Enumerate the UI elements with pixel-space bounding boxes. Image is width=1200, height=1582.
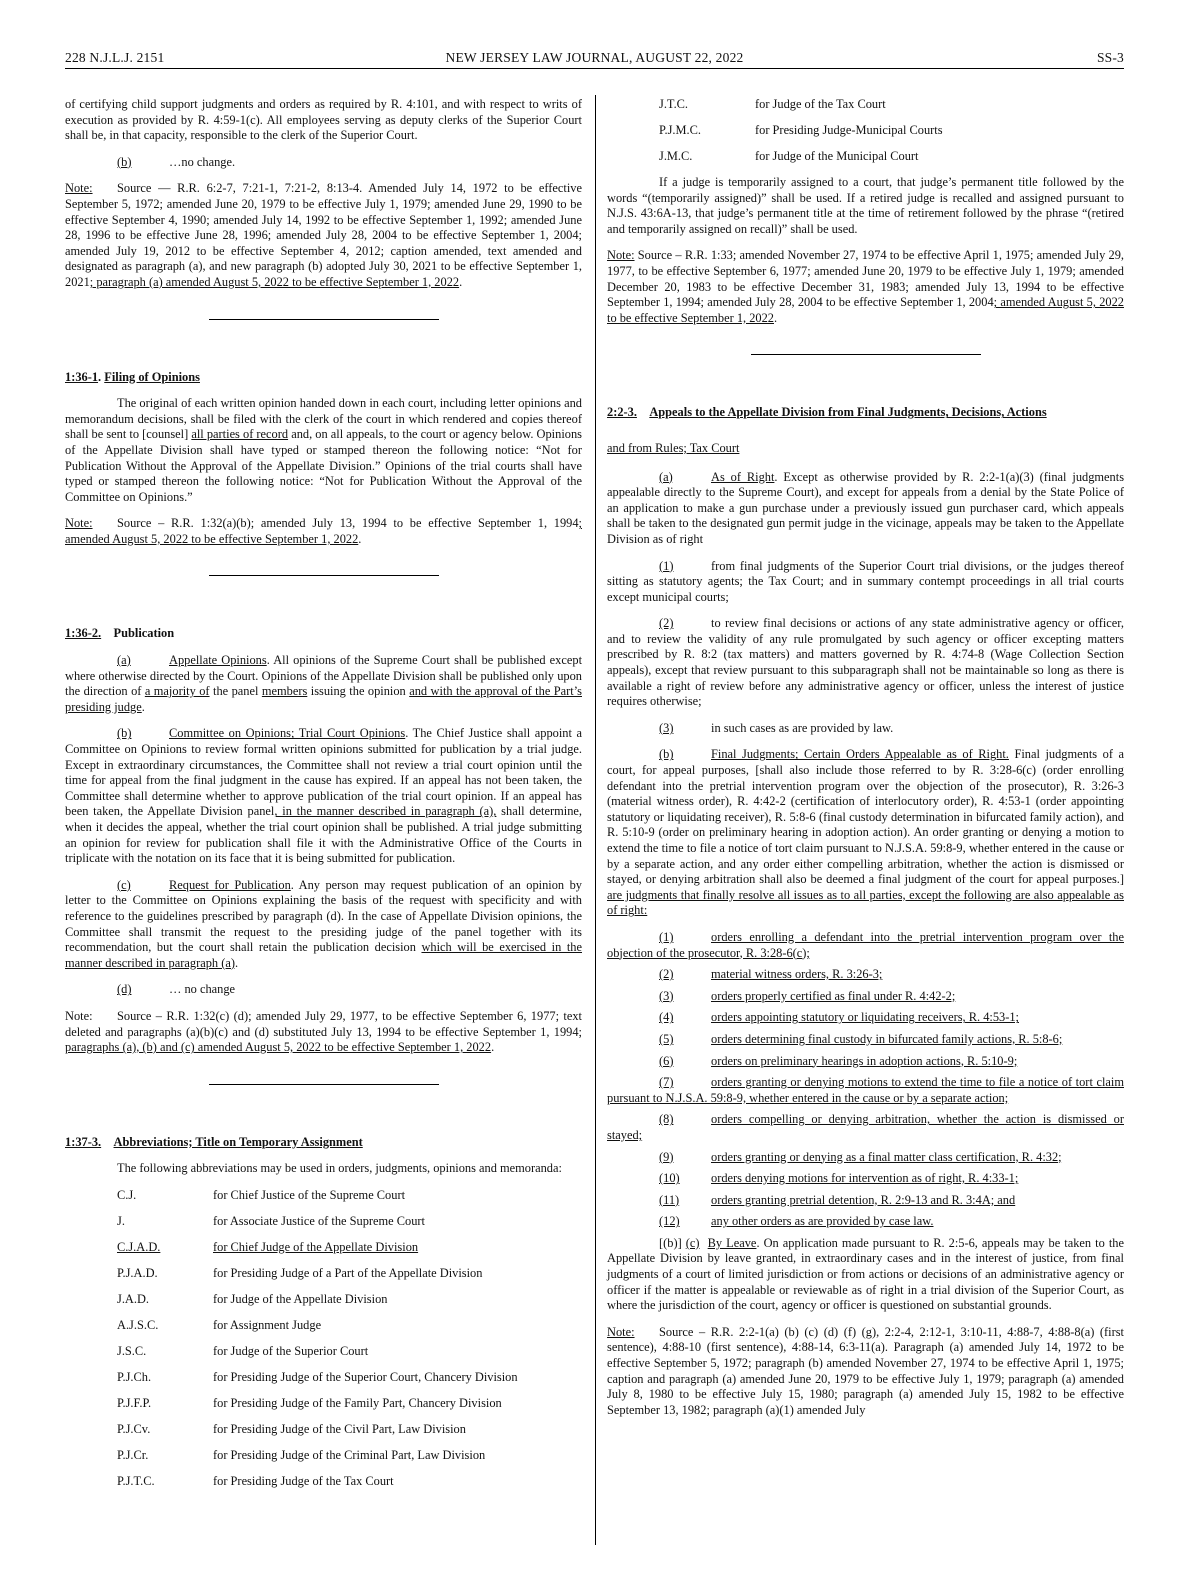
section-heading-2-2-3: 2:2-3. Appeals to the Appellate Division from Final Judgments, Decisions, Actions bbox=[607, 405, 1047, 420]
paragraph-c-by-leave: [(b)] (c) By Leave. On application made pursuant to R. 2:5-6, appeals may be taken to the Appellate Division by leave granted, in extraordinary cases and in the interest of justice, from final judgments of a court of limited jurisdiction or from actions or decisions of an administrative agency or officer if the matter is appealable or reviewable as of right in a trial division of the Superior Court, as where the jurisdiction of the court, agency or officer is questioned on substantial grounds. bbox=[607, 1235, 1124, 1313]
paragraph-a-as-of-right: (a) As of Right. Except as otherwise provided by R. 2:2-1(a)(3) (final judgments appealable directly to the Supreme Court), and except for appeals from a denial by the State Police of an application to make a gun purchase under a previously issued gun purchaser card, which appeals shall be taken to the designated gun permit judge in the vicinage, appeals may be taken to the Appellate Division as of right bbox=[607, 469, 1125, 546]
abbr-row: J.A.D. for Judge of the Appellate Division bbox=[117, 1291, 388, 1306]
abbr-row: J.M.C. for Judge of the Municipal Court bbox=[659, 149, 919, 163]
list-item: (6) orders on preliminary hearings in adoption actions, R. 5:10-9; bbox=[659, 1053, 1018, 1068]
paragraph-c-request: (c) Request for Publication. Any person may request publication of an opinion by letter to the Committee on Opinions explaining the basis of the request with specificity and with reference to the guidelines prescribed by paragraph (d). In the case of Appellate Division opinions, the Committee shall transmit the request to the presiding judge of the panel together with its recommendation, but the court shall retain the publication decision which will be exercised in the manner described in paragraph (a). bbox=[65, 877, 582, 970]
abbr-row: P.J.Cr. for Presiding Judge of the Criminal Part, Law Division bbox=[117, 1447, 486, 1462]
abbr-row: J.T.C. for Judge of the Tax Court bbox=[659, 97, 886, 111]
subparagraph-2: (2) to review final decisions or actions of any state administrative agency or officer, and to review the validity of any rule promulgated by such agency or officer excepting matters prescribed by R. 8:2 (tax matters) and matters governed by R. 4:74-8 (Wage Collection Section appeals), except that review pursuant to this subparagraph shall not be maintainable so long as there is available a right of review before any administrative agency or officer, unless the interest of justice requires otherwise; bbox=[607, 616, 1124, 709]
abbr-row: P.J.Cv. for Presiding Judge of the Civil Part, Law Division bbox=[117, 1421, 466, 1436]
list-item: (11) orders granting pretrial detention, R. 2:9-13 and R. 3:4A; and bbox=[659, 1192, 1016, 1207]
temporary-assignment-text: If a judge is temporarily assigned to a court, that judge’s permanent title followed by the words “(temporarily assigned)” shall be used. If a retired judge is recalled and assigned pursuant to N.J.S. 43:6A-13, that judge’s permanent title at the time of retirement followed by the phrase “(retired and temporarily assigned on recall)” shall be used. bbox=[607, 175, 1124, 236]
left-column bbox=[65, 97, 582, 1500]
right-column bbox=[607, 97, 1124, 1429]
note-4: Note: Source – R.R. 1:33; amended November 27, 1974 to be effective April 1, 1975; amended July 29, 1977, to be effective September 6, 1977; amended June 20, 1979 to be effective July 1, 1979; amended December 20, 1983 to be effective December 31, 1983; amended July 13, 1994 to be effective September 1, 1994; amended July 28, 2004 to be effective September 1, 2004; amended August 5, 2022 to be effective September 1, 2022. bbox=[607, 248, 1124, 325]
journal-title: NEW JERSEY LAW JOURNAL, AUGUST 22, 2022 bbox=[445, 50, 744, 65]
list-item: (8) orders compelling or denying arbitration, whether the action is dismissed or stayed; bbox=[607, 1112, 1124, 1142]
abbr-row: P.J.T.C. for Presiding Judge of the Tax Court bbox=[117, 1473, 394, 1488]
list-item: (1) orders enrolling a defendant into the pretrial intervention program over the objection of the prosecutor, R. 3:28-6(c); bbox=[607, 929, 1124, 960]
abbr-row: P.J.Ch. for Presiding Judge of the Superior Court, Chancery Division bbox=[117, 1369, 518, 1384]
page-number: SS-3 bbox=[1096, 50, 1124, 65]
section-rule bbox=[209, 575, 439, 576]
abbr-row: P.J.M.C. for Presiding Judge-Municipal Courts bbox=[659, 123, 943, 137]
section-rule bbox=[209, 319, 439, 320]
list-item: (3) orders properly certified as final under R. 4:42-2; bbox=[659, 988, 956, 1003]
abbr-row: C.J. for Chief Justice of the Supreme Court bbox=[117, 1187, 406, 1202]
abbr-row: J. for Associate Justice of the Supreme Court bbox=[117, 1213, 425, 1228]
column-divider bbox=[595, 95, 596, 1545]
abbr-row: P.J.A.D. for Presiding Judge of a Part of the Appellate Division bbox=[117, 1265, 483, 1280]
section-heading-1-36-2: 1:36-2. Publication bbox=[65, 626, 175, 641]
note-3: Note: Source – R.R. 1:32(c) (d); amended July 29, 1977, to be effective September 6, 1977; text deleted and paragraphs (a)(b)(c) and (d) substituted July 13, 1994 to be effective September 1, 1994; paragraphs (a), (b) and (c) amended August 5, 2022 to be effective September 1, 2022. bbox=[65, 1008, 582, 1055]
abbr-row: C.J.A.D. for Chief Judge of the Appellate Division bbox=[117, 1239, 419, 1254]
section-rule bbox=[751, 354, 981, 355]
paragraph-a-appellate-opinions: (a) Appellate Opinions. All opinions of the Supreme Court shall be published except where otherwise directed by the Court. Opinions of the Appellate Division shall be published only upon the direction of a majority of the panel members issuing the opinion and with the approval of the Part’s presiding judge. bbox=[65, 653, 583, 714]
list-item: (9) orders granting or denying as a final matter class certification, R. 4:32; bbox=[659, 1149, 1062, 1164]
list-item: (4) orders appointing statutory or liquidating receivers, R. 4:53-1; bbox=[659, 1010, 1019, 1025]
note-1: Note: Source — R.R. 6:2-7, 7:21-1, 7:21-2, 8:13-4. Amended July 14, 1972 to be effective September 5, 1972; amended June 20, 1979 to be effective July 1, 1979; amended June 29, 1990 to be effective September 4, 1990; amended July 14, 1992 to be effective September 1, 1992; amended June 28, 1996 to be effective June 28, 1996; amended July 28, 2004 to be effective September 1, 2004; amended July 19, 2012 to be effective September 4, 2012; caption amended, text amended and designated as paragraph (a), and new paragraph (b) adopted July 30, 2021 to be effective September 1, 2021; paragraph (a) amended August 5, 2022 to be effective September 1, 2022. bbox=[65, 181, 582, 289]
citation: 228 N.J.L.J. 2151 bbox=[65, 50, 165, 65]
abbr-row: A.J.S.C. for Assignment Judge bbox=[117, 1317, 322, 1332]
section-1-36-1-text: The original of each written opinion handed down in each court, including letter opinions and memorandum decisions, shall be filed with the clerk of the court in which rendered and copies thereof shall be sent to [counsel] all parties of record and, on all appeals, to the court or agency below. Opinions of the Appellate Division shall have typed or stamped thereon the following notice: “Not for Publication Without the Approval of the Appellate Division.” Opinions of the trial courts shall have typed or stamped thereon the following notice: “Not for Publication Without the Approval of the Committee on Opinions.” bbox=[65, 396, 582, 504]
abbreviations-list bbox=[65, 1188, 582, 1500]
abbr-row: P.J.F.P. for Presiding Judge of the Family Part, Chancery Division bbox=[117, 1395, 502, 1410]
running-header bbox=[65, 48, 1124, 69]
paragraph-d: (d) … no change bbox=[117, 982, 236, 997]
subparagraph-3: (3) in such cases as are provided by law. bbox=[659, 720, 894, 735]
paragraph-b: (b) …no change. bbox=[117, 154, 236, 169]
section-rule bbox=[209, 1084, 439, 1085]
list-item: (10) orders denying motions for intervention as of right, R. 4:33-1; bbox=[659, 1171, 1019, 1186]
section-heading-1-37-3: 1:37-3. Abbreviations; Title on Temporary Assignment bbox=[65, 1134, 363, 1149]
orders-list bbox=[607, 930, 1124, 1230]
list-item: (2) material witness orders, R. 3:26-3; bbox=[659, 967, 883, 982]
paragraph-b-committee: (b) Committee on Opinions; Trial Court Opinions. The Chief Justice shall appoint a Committee on Opinions to review formal written opinions submitted for publication by a trial judge. Except in extraordinary circumstances, the Committee shall not review a trial court opinion until the time for appeal from the final judgment in the cause has expired. If an appeal has not been taken, the Committee shall determine whether to approve publication of the trial court opinion. If an appeal has been taken, the Appellate Division panel, in the manner described in paragraph (a), shall determine, when it decides the appeal, whether the trial court opinion shall be published. A trial judge submitting an opinion for review for publication shall file it with the Administrative Office of the Courts in triplicate with the notation on its face that it is being submitted for publication. bbox=[65, 726, 582, 866]
note-2: Note: Source – R.R. 1:32(a)(b); amended July 13, 1994 to be effective September 1, 1994; amended August 5, 2022 to be effective September 1, 2022. bbox=[65, 516, 582, 546]
abbreviations-intro: The following abbreviations may be used in orders, judgments, opinions and memoranda: bbox=[117, 1161, 562, 1176]
list-item: (5) orders determining final custody in bifurcated family actions, R. 5:8-6; bbox=[659, 1031, 1063, 1046]
section-heading-1-36-1: 1:36-1. Filing of Opinions bbox=[65, 369, 200, 384]
note-5: Note: Source – R.R. 2:2-1(a) (b) (c) (d) (f) (g), 2:2-4, 2:12-1, 3:10-11, 4:88-7, 4:88-8(a) (first sentence), 4:88-10 (first sentence), 4:88-14, 6:3-11(a). Paragraph (a) amended July 14, 1972 to be effective September 5, 1972; paragraph (b) amended November 27, 1974 to be effective April 1, 1975; caption and paragraph (a) amended June 20, 1979 to be effective July 1, 1979; paragraph (a) amended July 8, 1980 to be effective July 15, 1980; paragraph (a) amended July 15, 1982 to be effective September 13, 1982; paragraph (a)(1) amended July bbox=[607, 1324, 1124, 1417]
list-item: (12) any other orders as are provided by case law. bbox=[659, 1214, 934, 1229]
subparagraph-1: (1) from final judgments of the Superior Court trial divisions, or the judges thereof sitting as statutory agents; the Tax Court; and in summary contempt proceedings in all trial courts except municipal courts; bbox=[607, 558, 1124, 604]
paragraph-b-final-judgments: (b) Final Judgments; Certain Orders Appealable as of Right. Final judgments of a court, for appeal purposes, [shall also include those referred to by R. 3:28-6(c) (order enrolling defendant into the pretrial intervention program over the objection of the prosecutor), R. 3:26-3 (material witness order), R. 4:42-2 (certification of interlocutory order), R. 4:53-1 (order appointing statutory or liquidating receiver), R. 5:8-6 (final custody determination in bifurcated family action), and R. 5:10-9 (order on preliminary hearing in adoption action). An order granting or denying a motion to extend the time to file a notice of tort claim pursuant to N.J.S.A. 59:8-9, whether entered in the cause or by a separate action, and any order either compelling arbitration, whether the action is dismissed or stayed, or denying arbitration shall also be deemed a final judgment of the court for appeal purposes.] are judgments that finally resolve all issues as to all parties, except the following are also appealable as of right: bbox=[607, 747, 1124, 918]
section-heading-2-2-3-cont: and from Rules; Tax Court bbox=[607, 440, 740, 455]
abbr-row: J.S.C. for Judge of the Superior Court bbox=[117, 1343, 369, 1358]
list-item: (7) orders granting or denying motions to extend the time to file a notice of tort claim pursuant to N.J.S.A. 59:8-9, whether entered in the cause or by a separate action; bbox=[607, 1075, 1124, 1105]
abbreviations-list-continued bbox=[607, 97, 1124, 175]
intro-paragraph: of certifying child support judgments and orders as required by R. 4:101, and with respect to writs of execution as provided by R. 4:59-1(c). All employees serving as deputy clerks of the Superior Court shall be, in that capacity, responsible to the clerk of the Superior Court. bbox=[65, 97, 582, 143]
